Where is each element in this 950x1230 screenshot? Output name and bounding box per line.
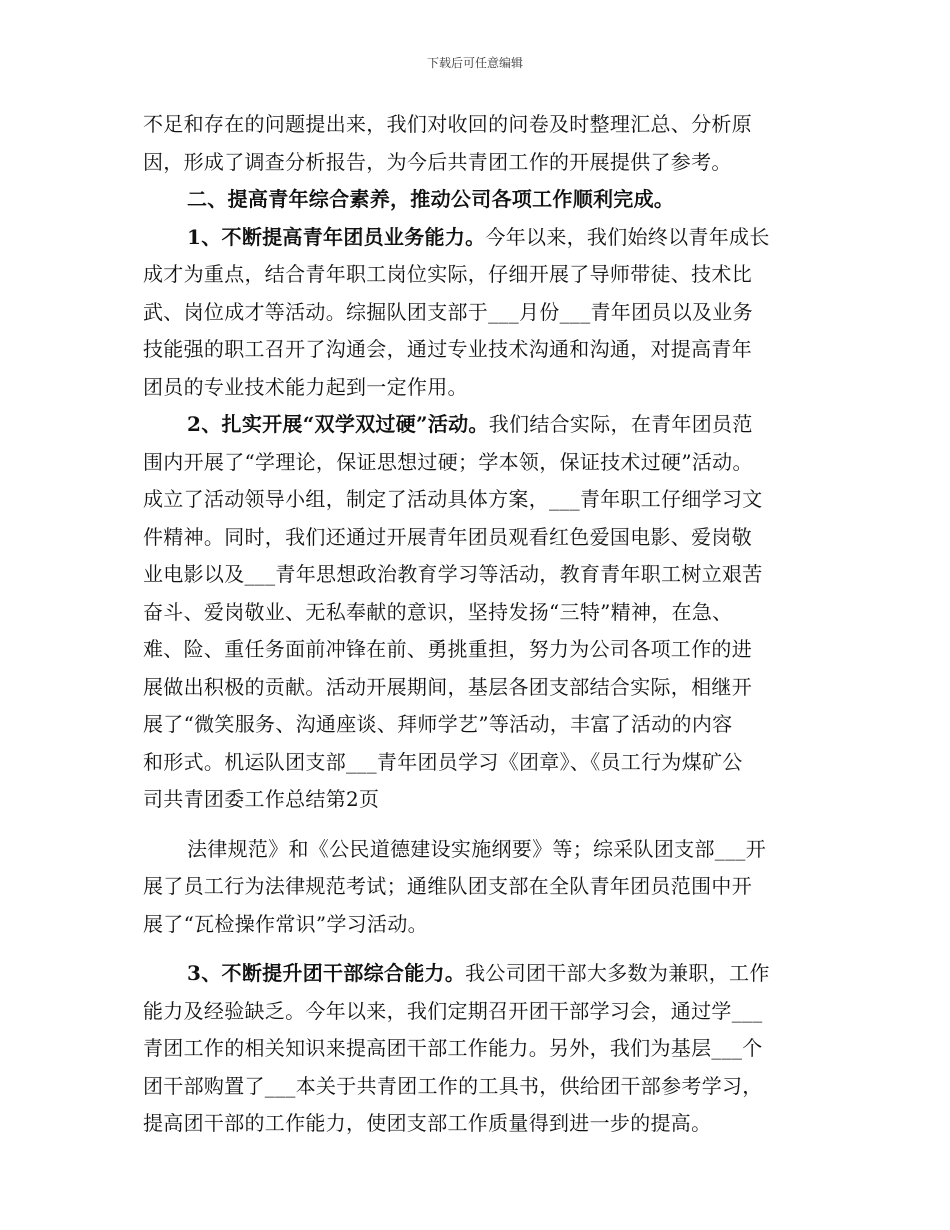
line-text: 青团工作的相关知识来提高团干部工作能力。另外，我们为基层___个 [143,1036,763,1060]
text-line [143,594,815,632]
text-line [143,1030,815,1068]
line-text: 展了“微笑服务、沟通座谈、拜师学艺”等活动，丰富了活动的内容 [143,712,733,736]
text-line [143,706,815,744]
text-line [143,744,815,782]
line-text: 武、岗位成才等活动。综掘队团支部于___月份___青年团员以及业务 [143,299,753,324]
line-text: 件精神。同时，我们还通过开展青年团员观看红色爱国电影、爱岗敬 [143,524,752,549]
text-line [143,219,815,257]
text-line [143,444,815,482]
line-text: 技能强的职工召开了沟通会，通过专业技术沟通和沟通，对提高青年 [143,337,752,361]
text-line [143,181,815,219]
text-line [143,406,815,444]
text-line [143,256,815,294]
text-line [143,369,815,407]
line-text: 团干部购置了___本关于共青团工作的工具书，供给团干部参考学习， [143,1073,763,1098]
line-text: 展了员工行为法律规范考试；通维队团支部在全队青年团员范围中开 [143,874,752,898]
line-text: 奋斗、爱岗敬业、无私奉献的意识，坚持发扬“三特”精神，在急、 [143,599,733,624]
text-line [143,831,815,869]
text-line [143,519,815,557]
line-text: 业电影以及___青年思想政治教育学习等活动，教育青年职工树立艰苦 [143,562,763,586]
line-text: 司共青团委工作总结第2页 [143,787,380,811]
page-header: 下载后可任意编辑 [426,56,523,70]
text-line [143,1068,815,1106]
paragraph-gap [143,943,815,955]
line-text: 展了“瓦检操作常识”学习活动。 [143,911,428,936]
bold-heading: 二、提高青年综合素养，推动公司各项工作顺利完成。 [187,187,675,211]
text-line [143,556,815,594]
line-text: 我公司团干部大多数为兼职，工作 [465,961,770,985]
bold-heading: 2、扎实开展“双学双过硬”活动。 [187,412,489,436]
document-body [143,106,815,1143]
line-text: 不足和存在的问题提出来，我们对收回的问卷及时整理汇总、分析原 [143,112,752,136]
text-line [143,294,815,332]
line-text: 提高团干部的工作能力，使团支部工作质量得到进一步的提高。 [143,1111,712,1135]
text-line [143,631,815,669]
line-text: 成才为重点，结合青年职工岗位实际，仔细开展了导师带徒、技术比 [143,262,752,286]
bold-heading: 3、不断提升团干部综合能力。 [187,961,466,985]
line-text: 因，形成了调查分析报告，为今后共青团工作的开展提供了参考。 [143,149,732,174]
paragraph-gap [143,819,815,831]
line-text: 今年以来，我们始终以青年成长 [485,224,770,249]
line-text: 围内开展了“学理论，保证思想过硬；学本领，保证技术过硬”活动。 [143,449,753,474]
text-line [143,906,815,944]
line-text: 难、险、重任务面前冲锋在前、勇挑重担，努力为公司各项工作的进 [143,637,752,661]
text-line [143,144,815,182]
text-line [143,1105,815,1143]
text-line [143,993,815,1031]
text-line [143,669,815,707]
line-text: 和形式。机运队团支部___青年团员学习《团章》、《员工行为煤矿公 [143,749,743,774]
text-line [143,106,815,144]
text-line [143,868,815,906]
line-text: 能力及经验缺乏。今年以来，我们定期召开团干部学习会，通过学___ [143,998,763,1023]
text-line [143,331,815,369]
text-line [143,481,815,519]
text-line [143,955,815,993]
line-text: 法律规范》和《公民道德建设实施纲要》等；综采队团支部___开 [187,836,766,861]
line-text: 我们结合实际，在青年团员范 [488,412,753,436]
bold-heading: 1、不断提高青年团员业务能力。 [187,224,486,249]
text-line [143,781,815,819]
line-text: 展做出积极的贡献。活动开展期间，基层各团支部结合实际，相继开 [143,674,752,699]
line-text: 团员的专业技术能力起到一定作用。 [143,374,468,399]
line-text: 成立了活动领导小组，制定了活动具体方案，___青年职工仔细学习文 [143,487,763,511]
